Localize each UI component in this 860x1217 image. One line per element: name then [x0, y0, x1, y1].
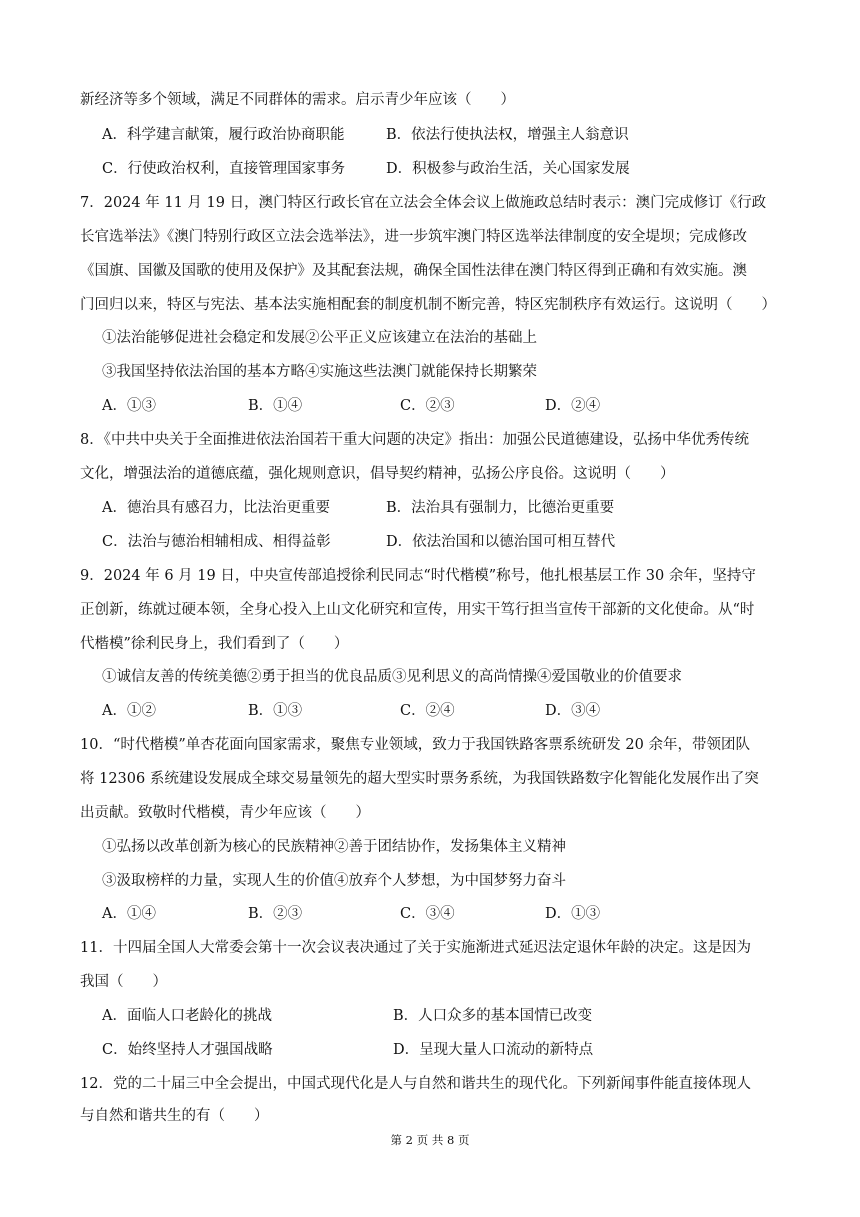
q10-option-b: B．②③	[248, 906, 303, 922]
q8-stem-line: 文化，增强法治的道德底蕴，强化规则意识，倡导契约精神，弘扬公序良俗。这说明（ ）	[80, 466, 675, 482]
q10-option-a: A．①④	[102, 906, 156, 922]
q7-stem-line: 长官选举法》《澳门特别行政区立法会选举法》，进一步筑牢澳门特区选举法律制度的安全堤坝；完成修改	[80, 229, 747, 245]
q9-option-d: D．③④	[545, 703, 601, 719]
q8-option-b: B．法治具有强制力，比德治更重要	[386, 500, 615, 516]
q7-statements: ③我国坚持依法治国的基本方略④实施这些法澳门就能保持长期繁荣	[102, 364, 537, 380]
q11-stem-line: 我国（ ）	[80, 974, 167, 990]
page-footer: 第 2 页 共 8 页	[390, 1133, 470, 1147]
q7-stem-line: 门回归以来，特区与宪法、基本法实施相配套的制度机制不断完善，特区宪制秩序有效运行。这说明（ ）	[80, 297, 776, 313]
q9-option-b: B．①③	[248, 703, 303, 719]
q7-option-d: D．②④	[545, 398, 601, 414]
q7-option-a: A．①③	[102, 398, 156, 414]
q11-stem-line: 11．十四届全国人大常委会第十一次会议表决通过了关于实施渐进式延迟法定退休年龄的决定。这是因为	[80, 940, 751, 956]
q7-statements: ①法治能够促进社会稳定和发展②公平正义应该建立在法治的基础上	[102, 330, 537, 346]
q6-option-b: B．依法行使执法权，增强主人翁意识	[386, 127, 629, 143]
q11-option-b: B．人口众多的基本国情已改变	[393, 1008, 593, 1024]
q6-option-c: C．行使政治权利，直接管理国家事务	[102, 161, 346, 177]
q7-option-c: C．②③	[400, 398, 455, 414]
q8-stem-line: 8．《中共中央关于全面推进依法治国若干重大问题的决定》指出：加强公民道德建设，弘扬中华优秀传统	[80, 432, 749, 448]
q7-stem-line: 7．2024 年 11 月 19 日，澳门特区行政长官在立法会全体会议上做施政总结时表示：澳门完成修订《行政	[80, 195, 767, 211]
q9-stem-line: 9．2024 年 6 月 19 日，中央宣传部追授徐利民同志“时代楷模”称号，他扎根基层工作 30 余年，坚持守	[80, 568, 756, 584]
q9-option-a: A．①②	[102, 703, 156, 719]
q10-stem-line: 出贡献。致敬时代楷模，青少年应该（ ）	[80, 805, 370, 821]
q9-stem-line: 代楷模”徐利民身上，我们看到了（ ）	[80, 636, 349, 652]
q10-option-d: D．①③	[545, 906, 601, 922]
q9-stem-line: 正创新，练就过硬本领，全身心投入上山文化研究和宣传，用实干笃行担当宣传干部新的文化使命。从“时	[80, 602, 755, 618]
q10-statements: ③汲取榜样的力量，实现人生的价值④放弃个人梦想，为中国梦努力奋斗	[102, 873, 566, 889]
q11-option-c: C．始终坚持人才强国战略	[102, 1042, 273, 1058]
q6-option-a: A．科学建言献策，履行政治协商职能	[102, 127, 345, 143]
q7-option-b: B．①④	[248, 398, 303, 414]
q10-option-c: C．③④	[400, 906, 455, 922]
q11-option-d: D．呈现大量人口流动的新特点	[393, 1042, 594, 1058]
q10-statements: ①弘扬以改革创新为核心的民族精神②善于团结协作，发扬集体主义精神	[102, 839, 566, 855]
q7-stem-line: 《国旗、国徽及国歌的使用及保护》及其配套法规，确保全国性法律在澳门特区得到正确和有效实施。澳	[80, 263, 747, 279]
q9-statements: ①诚信友善的传统美德②勇于担当的优良品质③见利思义的高尚情操④爱国敬业的价值要求	[102, 669, 682, 685]
q8-option-d: D．依法治国和以德治国可相互替代	[386, 534, 616, 550]
q12-stem-line: 12．党的二十届三中全会提出，中国式现代化是人与自然和谐共生的现代化。下列新闻事件能直接体现人	[80, 1076, 751, 1092]
q9-option-c: C．②④	[400, 703, 455, 719]
q6-option-d: D．积极参与政治生活，关心国家发展	[386, 161, 630, 177]
q11-option-a: A．面临人口老龄化的挑战	[102, 1008, 272, 1024]
q10-stem-line: 10．“时代楷模”单杏花面向国家需求，聚焦专业领域，致力于我国铁路客票系统研发 20 余年，带领团队	[80, 737, 750, 753]
q12-stem-line: 与自然和谐共生的有（ ）	[80, 1108, 269, 1124]
q8-option-a: A．德治具有感召力，比法治更重要	[102, 500, 330, 516]
q8-option-c: C．法治与德治相辅相成、相得益彰	[102, 534, 331, 550]
q10-stem-line: 将 12306 系统建设发展成全球交易量领先的超大型实时票务系统，为我国铁路数字化智能化发展作出了突	[80, 771, 759, 787]
q6-stem-tail: 新经济等多个领域，满足不同群体的需求。启示青少年应该（ ）	[80, 92, 515, 108]
